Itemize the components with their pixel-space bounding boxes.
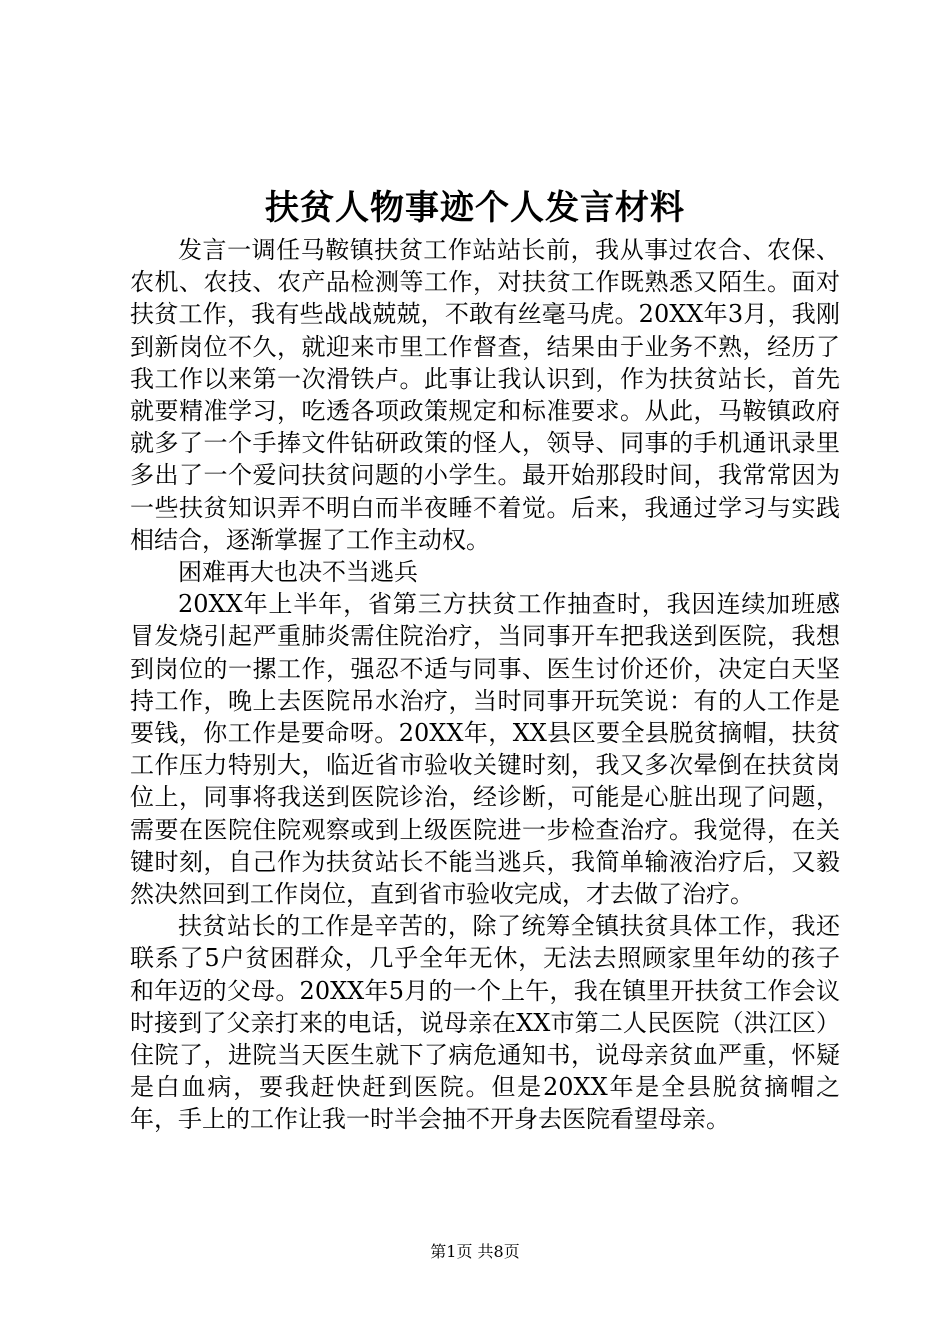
document-body <box>130 234 840 1136</box>
paragraph-illness: 20XX年上半年，省第三方扶贫工作抽查时，我因连续加班感冒发烧引起严重肺炎需住院治疗，当同事开车把我送到医院，我想到岗位的一摞工作，强忍不适与同事、医生讨价还价，决定白天坚持工作，晚上去医院吊水治疗，当时同事开玩笑说：有的人工作是要钱，你工作是要命呀。20XX年，XX县区要全县脱贫摘帽，扶贫工作压力特别大，临近省市验收关键时刻，我又多次晕倒在扶贫岗位上，同事将我送到医院诊治，经诊断，可能是心脏出现了问题，需要在医院住院观察或到上级医院进一步检查治疗。我觉得，在关键时刻，自己作为扶贫站长不能当逃兵，我简单输液治疗后，又毅然决然回到工作岗位，直到省市验收完成，才去做了治疗。 <box>130 590 840 909</box>
page-number-footer: 第1页 共8页 <box>430 1242 520 1261</box>
paragraph-intro: 发言一调任马鞍镇扶贫工作站站长前，我从事过农合、农保、农机、农技、农产品检测等工作，对扶贫工作既熟悉又陌生。面对扶贫工作，我有些战战兢兢，不敢有丝毫马虎。20XX年3月，我刚到新岗位不久，就迎来市里工作督查，结果由于业务不熟，经历了我工作以来第一次滑铁卢。此事让我认识到，作为扶贫站长，首先就要精准学习，吃透各项政策规定和标准要求。从此，马鞍镇政府就多了一个手捧文件钻研政策的怪人，领导、同事的手机通讯录里多出了一个爱问扶贫问题的小学生。最开始那段时间，我常常因为一些扶贫知识弄不明白而半夜睡不着觉。后来，我通过学习与实践相结合，逐渐掌握了工作主动权。 <box>130 236 840 554</box>
section-heading: 困难再大也决不当逃兵 <box>178 558 418 587</box>
document-title: 扶贫人物事迹个人发言材料 <box>265 188 685 228</box>
paragraph-family: 扶贫站长的工作是辛苦的，除了统筹全镇扶贫具体工作，我还联系了5户贫困群众，几乎全年无休，无法去照顾家里年幼的孩子和年迈的父母。20XX年5月的一个上午，我在镇里开扶贫工作会议时接到了父亲打来的电话，说母亲在XX市第二人民医院（洪江区）住院了，进院当天医生就下了病危通知书，说母亲贫血严重，怀疑是白血病，要我赶快赶到医院。但是20XX年是全县脱贫摘帽之年，手上的工作让我一时半会抽不开身去医院看望母亲。 <box>130 912 840 1134</box>
